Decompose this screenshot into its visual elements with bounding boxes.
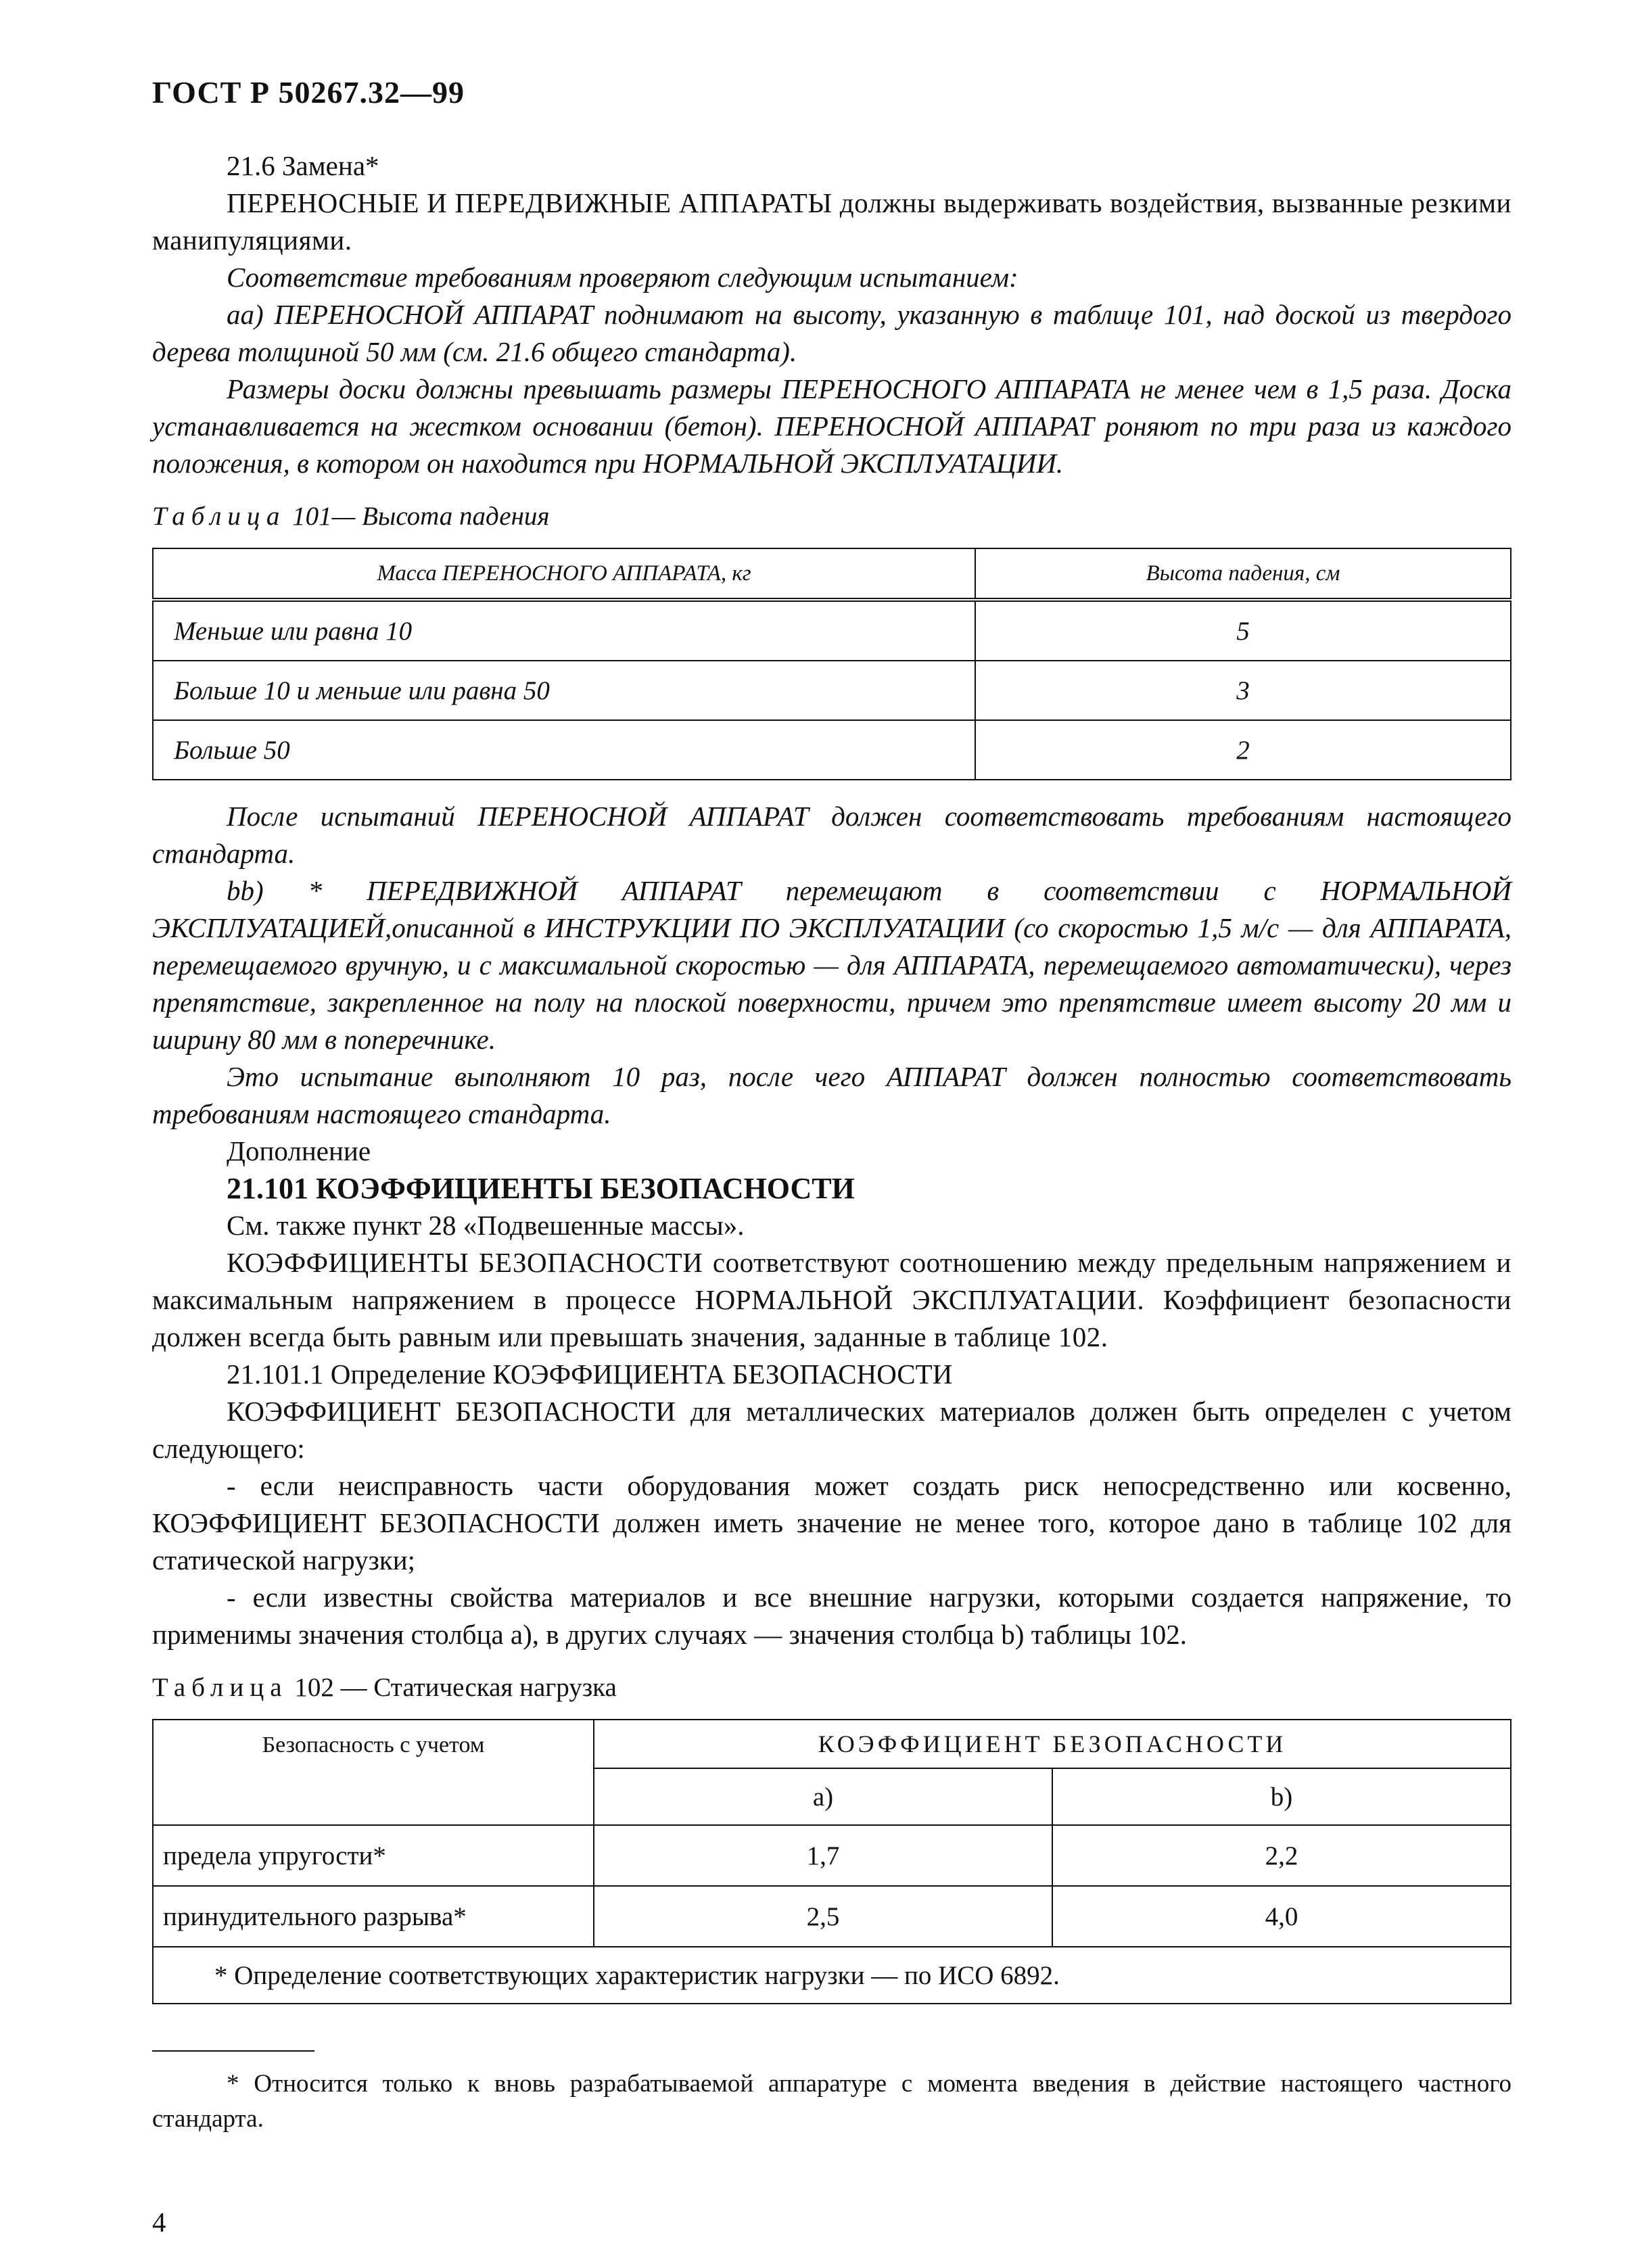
document-page xyxy=(152,74,1512,2238)
table-102-col-b: b) xyxy=(1052,1768,1511,1825)
table-102-note: * Определение соответствующих характеристик нагрузки — по ИСО 6892. xyxy=(153,1947,1511,2004)
document-header: ГОСТ Р 50267.32—99 xyxy=(152,75,465,110)
table-102-caption-title: 102 — Статическая нагрузка xyxy=(294,1673,617,1702)
footnote-separator xyxy=(152,2050,314,2052)
table-cell: 2,5 xyxy=(594,1886,1052,1947)
clause-21-101-1-title: 21.101.1 Определение КОЭФФИЦИЕНТА БЕЗОПАСНОСТИ xyxy=(227,1359,953,1390)
test-aa: aa) ПЕРЕНОСНОЙ АППАРАТ поднимают на высоту, указанную в таблице 101, над доской из твердого дерева толщиной 50 мм (см. 21.6 общего стандарта). xyxy=(152,299,1512,367)
table-cell: Больше 10 и меньше или равна 50 xyxy=(153,661,975,720)
table-102-header-left: Безопасность с учетом xyxy=(153,1720,594,1825)
table-row xyxy=(153,1825,1511,1886)
clause-21-6-title: 21.6 Замена* xyxy=(227,150,379,181)
test-bb: bb) * ПЕРЕДВИЖНОЙ АППАРАТ перемещают в соответствии с НОРМАЛЬНОЙ ЭКСПЛУАТАЦИЕЙ,описанной в ИНСТРУКЦИИ ПО ЭКСПЛУАТАЦИИ (со скоростью 1,5 м/с — для АППАРАТА, перемещаемого вручную, и с максимальной скоростью — для АППАРАТА, перемещаемого автоматически), через препятствие, закрепленное на полу на плоской поверхности, причем это препятствие имеет высоту 20 мм и ширину 80 мм в поперечнике. xyxy=(152,875,1512,1055)
after-test-text: После испытаний ПЕРЕНОСНОЙ АППАРАТ должен соответствовать требованиям настоящего стандарта. xyxy=(152,801,1512,869)
bullet-known-properties: - если известны свойства материалов и все внешние нагрузки, которыми создается напряжение, то применимы значения столбца a), в других случаях — значения столбца b) таблицы 102. xyxy=(152,1582,1512,1650)
table-row xyxy=(153,1886,1511,1947)
board-requirements: Размеры доски должны превышать размеры ПЕРЕНОСНОГО АППАРАТА не менее чем в 1,5 раза. Доска устанавливается на жестком основании (бетон). ПЕРЕНОСНОЙ АППАРАТ роняют по три раза из каждого положения, в котором он находится при НОРМАЛЬНОЙ ЭКСПЛУАТАЦИИ. xyxy=(152,373,1512,479)
table-cell: Меньше или равна 10 xyxy=(153,600,975,661)
table-cell: 5 xyxy=(975,600,1511,661)
table-cell: Больше 50 xyxy=(153,720,975,780)
table-row xyxy=(153,661,1511,720)
table-101 xyxy=(152,548,1512,780)
addition-label: Дополнение xyxy=(227,1135,371,1166)
table-102-caption-word: Таблица xyxy=(152,1673,288,1702)
repeat-test-text: Это испытание выполняют 10 раз, после чего АППАРАТ должен полностью соответствовать требованиям настоящего стандарта. xyxy=(152,1061,1512,1129)
section-21-101-heading: 21.101 КОЭФФИЦИЕНТЫ БЕЗОПАСНОСТИ xyxy=(227,1172,855,1205)
table-102-note-row xyxy=(153,1947,1511,2004)
table-cell: принудительного разрыва* xyxy=(153,1886,594,1947)
table-cell: 2 xyxy=(975,720,1511,780)
table-cell: 4,0 xyxy=(1052,1886,1511,1947)
table-102-caption xyxy=(152,1672,1512,1703)
clause-21-6-text: ПЕРЕНОСНЫЕ И ПЕРЕДВИЖНЫЕ АППАРАТЫ должны выдерживать воздействия, вызванные резкими манипуляциями. xyxy=(152,187,1512,256)
table-101-caption-word: Таблица xyxy=(152,502,286,531)
see-also-text: См. также пункт 28 «Подвешенные массы». xyxy=(227,1210,745,1241)
bullet-risk: - если неисправность части оборудования может создать риск непосредственно или косвенно, КОЭФФИЦИЕНТ БЕЗОПАСНОСТИ должен иметь значение не менее того, которое дано в таблице 102 для статической нагрузки; xyxy=(152,1470,1512,1576)
table-cell: 3 xyxy=(975,661,1511,720)
table-102-header-row xyxy=(153,1720,1511,1768)
table-101-header-height: Высота падения, см xyxy=(975,548,1511,600)
safety-factors-text: КОЭФФИЦИЕНТЫ БЕЗОПАСНОСТИ соответствуют соотношению между предельным напряжением и максимальным напряжением в процессе НОРМАЛЬНОЙ ЭКСПЛУАТАЦИИ. Коэффициент безопасности должен всегда быть равным или превышать значения, заданные в таблице 102. xyxy=(152,1247,1512,1352)
table-101-caption-title: 101— Высота падения xyxy=(292,502,550,531)
table-cell: 1,7 xyxy=(594,1825,1052,1886)
table-cell: предела упругости* xyxy=(153,1825,594,1886)
table-row xyxy=(153,720,1511,780)
table-cell: 2,2 xyxy=(1052,1825,1511,1886)
footnote: * Относится только к вновь разрабатываемой аппаратуре с момента введения в действие настоящего частного стандарта. xyxy=(152,2070,1512,2133)
table-102-col-a: a) xyxy=(594,1768,1052,1825)
metal-materials-text: КОЭФФИЦИЕНТ БЕЗОПАСНОСТИ для металлических материалов должен быть определен с учетом следующего: xyxy=(152,1396,1512,1464)
table-102 xyxy=(152,1719,1512,2004)
table-101-caption xyxy=(152,501,1512,531)
table-101-header-mass: Масса ПЕРЕНОСНОГО АППАРАТА, кг xyxy=(153,548,975,600)
table-102-header-right: КОЭФФИЦИЕНТ БЕЗОПАСНОСТИ xyxy=(594,1720,1511,1768)
page-number: 4 xyxy=(152,2206,166,2238)
table-row xyxy=(153,600,1511,661)
compliance-intro: Соответствие требованиям проверяют следующим испытанием: xyxy=(227,262,1018,293)
table-101-header-row xyxy=(153,548,1511,600)
